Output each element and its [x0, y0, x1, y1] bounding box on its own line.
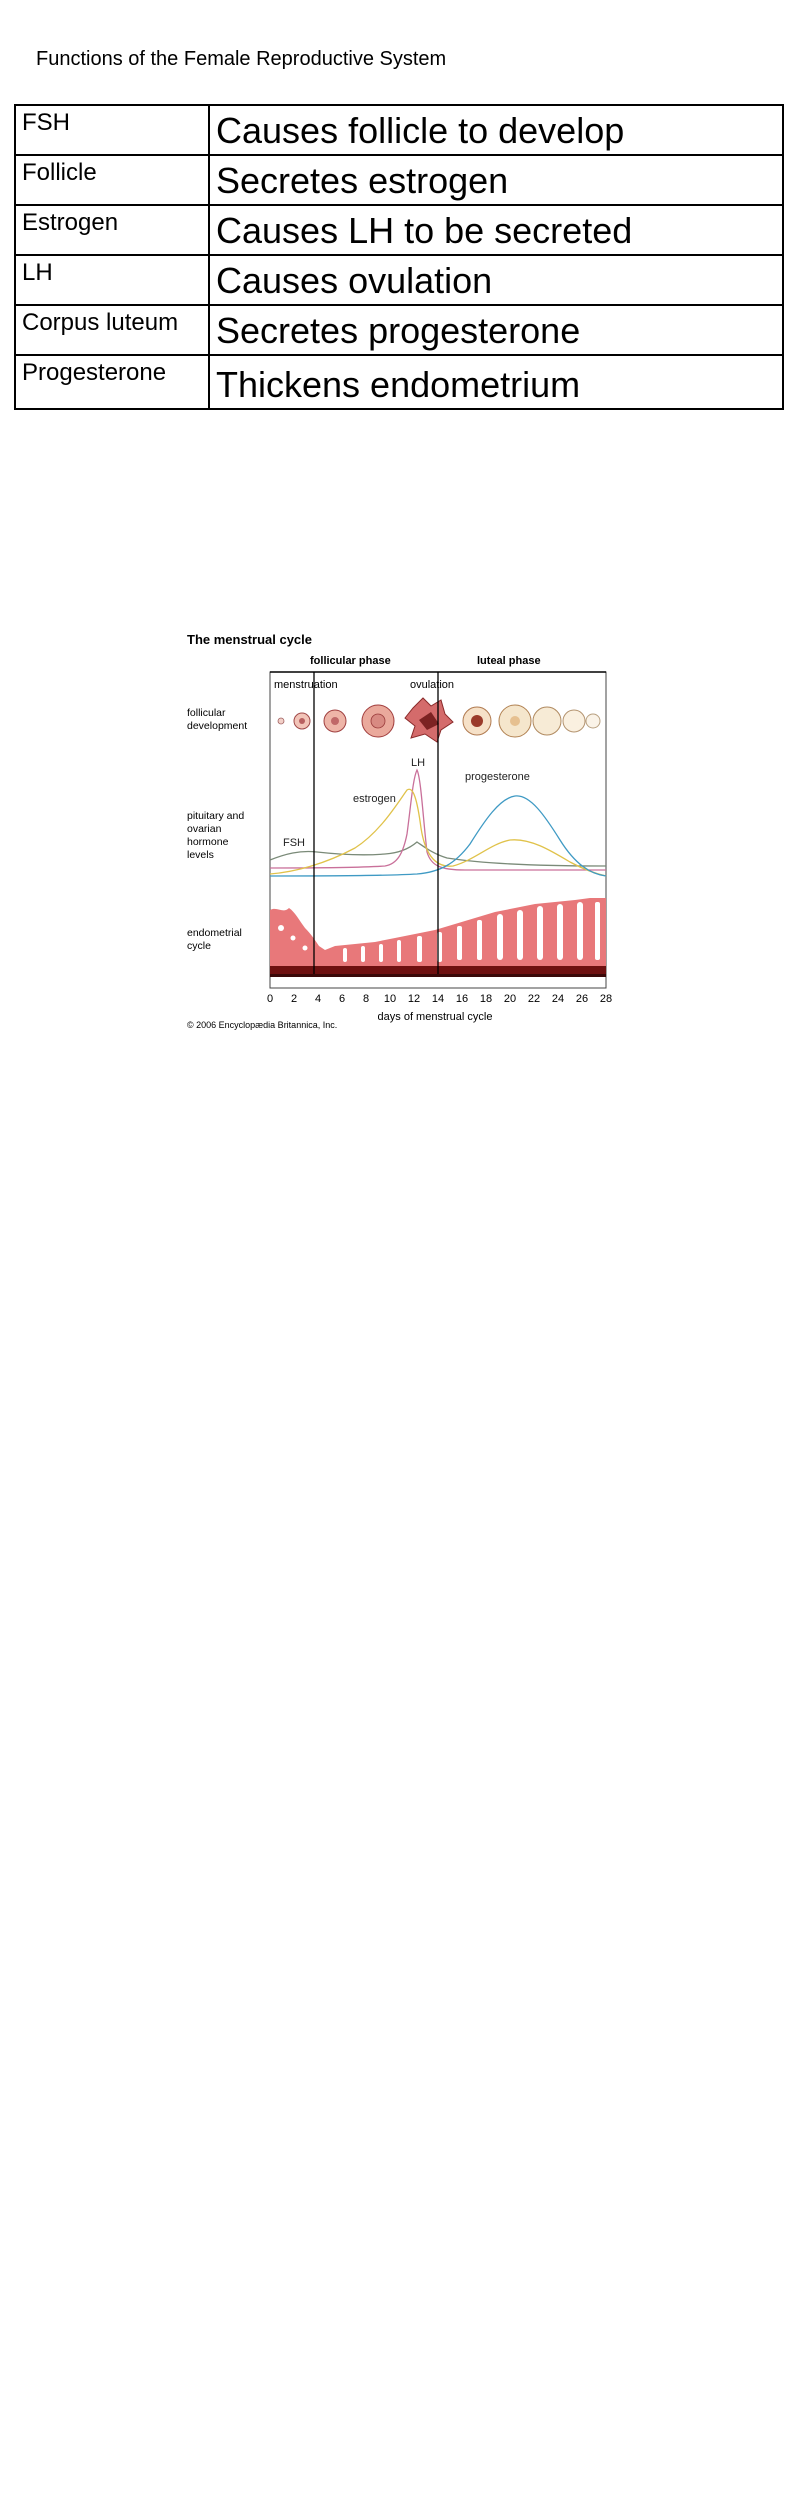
x-tick-label: 20 [503, 993, 517, 1005]
follicular-development-row-label: follicular development [187, 707, 248, 732]
hormone-cell: Follicle [15, 155, 209, 205]
x-tick-label: 24 [551, 993, 565, 1005]
ovulation-label: ovulation [410, 679, 455, 691]
hormone-levels-row-label: pituitary and ovarian hormone levels [187, 810, 245, 861]
figure-title: The menstrual cycle [187, 632, 312, 647]
hormone-cell: Corpus luteum [15, 305, 209, 355]
luteal-phase-label: luteal phase [477, 655, 541, 667]
function-cell: Thickens endometrium [209, 355, 783, 409]
follicle-stage-3-core [331, 717, 339, 725]
x-tick-label: 0 [266, 993, 274, 1005]
menstruation-label: menstruation [274, 679, 338, 691]
follicle-stage-4-core [371, 714, 385, 728]
lh-label: LH [411, 757, 426, 769]
x-axis-ticks [267, 993, 612, 1005]
function-cell: Secretes progesterone [209, 305, 783, 355]
x-tick-label: 10 [383, 993, 397, 1005]
estrogen-label: estrogen [353, 793, 396, 805]
table-row [15, 155, 783, 205]
function-cell: Secretes estrogen [209, 155, 783, 205]
hormone-cell: Progesterone [15, 355, 209, 409]
fsh-label: FSH [283, 837, 305, 849]
corpus-albicans-small [586, 714, 600, 728]
progesterone-label: progesterone [465, 771, 530, 783]
page-title: Functions of the Female Reproductive System [36, 48, 447, 70]
corpus-luteum-mature-core [510, 716, 520, 726]
x-tick-label: 26 [575, 993, 589, 1005]
hormone-cell: FSH [15, 105, 209, 155]
x-tick-label: 6 [338, 993, 346, 1005]
function-cell: Causes LH to be secreted [209, 205, 783, 255]
hormone-cell: LH [15, 255, 209, 305]
endometrium-base-shadow [270, 974, 606, 977]
table-row [15, 105, 783, 155]
corpus-luteum-early-core [471, 715, 483, 727]
x-tick-label: 28 [599, 993, 613, 1005]
x-tick-label: 2 [290, 993, 298, 1005]
table-row [15, 305, 783, 355]
table-row [15, 355, 783, 409]
x-tick-label: 14 [431, 993, 445, 1005]
function-cell: Causes ovulation [209, 255, 783, 305]
function-cell: Causes follicle to develop [209, 105, 783, 155]
x-axis-label: days of menstrual cycle [377, 1011, 493, 1023]
hormone-function-table [14, 104, 784, 410]
endometrial-cycle-row-label: endometrial cycle [187, 927, 242, 952]
x-tick-label: 22 [527, 993, 541, 1005]
copyright-credit: © 2006 Encyclopædia Britannica, Inc. [187, 1020, 338, 1030]
x-tick-label: 12 [407, 993, 421, 1005]
table-row [15, 255, 783, 305]
menstrual-cycle-figure [185, 628, 615, 1038]
x-tick-label: 8 [362, 993, 370, 1005]
x-tick-label: 16 [455, 993, 469, 1005]
x-tick-label: 18 [479, 993, 493, 1005]
hormone-cell: Estrogen [15, 205, 209, 255]
table-row [15, 205, 783, 255]
corpus-luteum-late [533, 707, 561, 735]
follicle-stage-2-core [299, 718, 305, 724]
follicle-stage-1 [278, 718, 284, 724]
corpus-albicans [563, 710, 585, 732]
follicular-phase-label: follicular phase [310, 655, 391, 667]
x-tick-label: 4 [314, 993, 322, 1005]
